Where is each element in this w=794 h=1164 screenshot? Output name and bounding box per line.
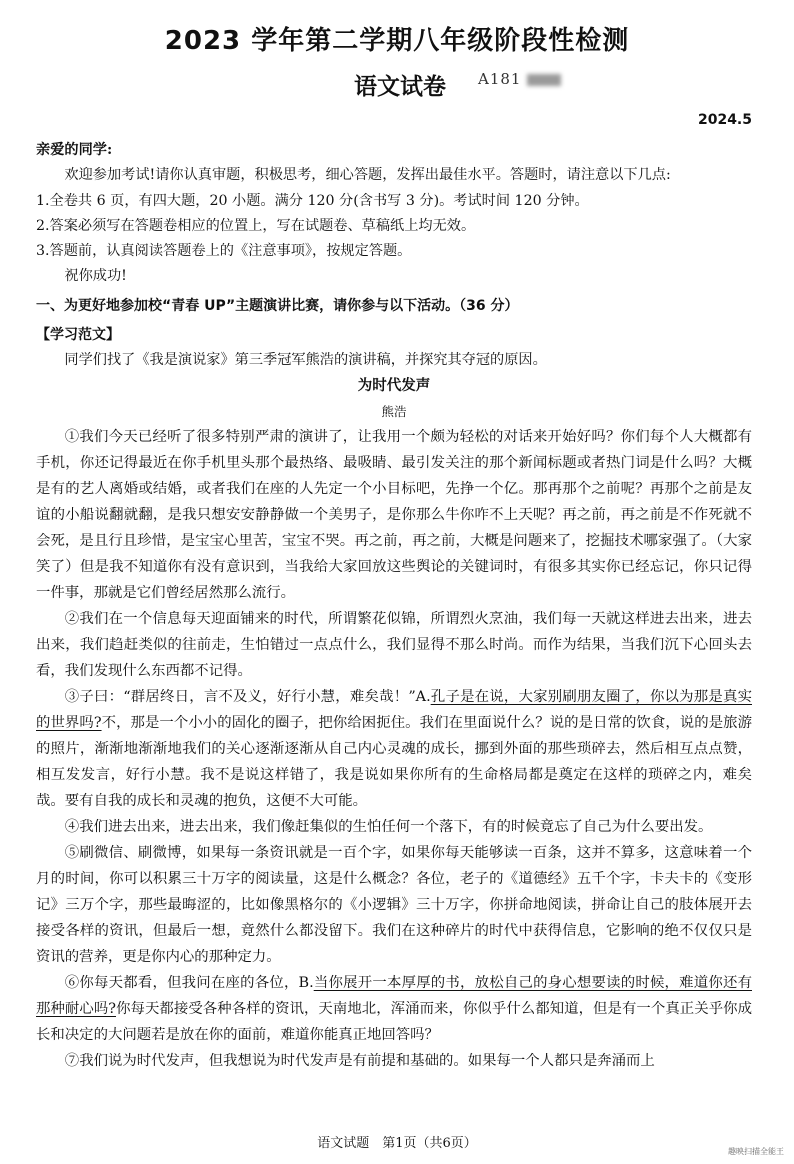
instruction-item-3: 3.答题前，认真阅读答题卷上的《注意事项》，按规定答题。 <box>36 243 412 260</box>
page-footer: 语文试题 第1页（共6页） <box>317 1136 477 1151</box>
handwritten-mark: A181 <box>478 70 561 88</box>
essay-paragraph-7: ⑦我们说为时代发声，但我想说为时代发声是有前提和基础的。如果每一个人都只是奔涌而上 <box>64 1053 655 1070</box>
essay-paragraph-1: ①我们今天已经听了很多特别严肃的演讲了，让我用一个颇为轻松的对话来开始好吗？你们每个人大概都有手机，你还记得最近在你手机里头那个最热络、最吸睛、最引发关注的那个新闻标题或者热门词是什么吗？大概是有的艺人离婚或结婚，或者我们在座的人先定一个小目标吧，先挣一个亿。那再那个之前呢？再那个之前是友谊的小船说翻就翻，是我只想安安静静做一个美男子，是你那么牛你咋不上天呢？再之前，再之前是不作死就不会死，是且行且珍惜，是宝宝心里苦，宝宝不哭。再之前，再之前，大概是问题来了，挖掘技术哪家强了。（大家笑了）但是我不知道你有没有意识到，当我给大家回放这些舆论的关键词时，有很多其实你已经忘记，你只记得一件事，那就是它们曾经居然那么流行。 <box>36 429 752 602</box>
page-body <box>36 138 752 1074</box>
scanner-logo: 趣映扫描全能王 <box>728 1147 784 1156</box>
underlined-sentence-a: 孔子是在说，大家别刷朋友圈了，你以为那是真实的世界吗? <box>36 689 752 732</box>
greeting: 亲爱的同学: <box>36 142 113 158</box>
smudge-mark <box>527 74 561 86</box>
section-heading: 一、为更好地参加校“青春 UP”主题演讲比赛，请你参与以下活动。（36 分） <box>36 297 519 314</box>
instruction-item-1: 1.全卷共 6 页，有四大题，20 小题。满分 120 分(含书写 3 分)。考试时间 120 分钟。 <box>36 192 589 209</box>
exam-subtitle: 语文试卷 <box>354 74 446 100</box>
essay-paragraph-5: ⑤刷微信、刷微博，如果每一条资讯就是一百个字，如果你每天能够读一百条，这并不算多，这意味着一个月的时间，你可以积累三十万字的阅读量，这是什么概念？各位，老子的《道德经》五千个字，卡夫卡的《变形记》三万个字，那些最晦涩的，比如像黑格尔的《小逻辑》三十万字，你拼命地阅读，拼命让自己的肢体展开去接受各样的资讯，但最后一想，竟然什么都没留下。我们在这种碎片的时代中获得信息，它影响的绝不仅仅只是资讯的营养，更是你内心的那种定力。 <box>36 845 752 966</box>
exam-date: 2024.5 <box>697 112 752 128</box>
section-intro: 同学们找了《我是演说家》第三季冠军熊浩的演讲稿，并探究其夺冠的原因。 <box>64 352 547 369</box>
essay-paragraph-3: ③子曰：“群居终日，言不及义，好行小慧，难矣哉！”A.孔子是在说，大家别刷朋友圈了，你以为那是真实的世界吗?不，那是一个小小的固化的圈子，把你给困扼住。我们在里面说什么？说的是日常的饮食，说的是旅游的照片，渐渐地渐渐地我们的关心逐渐逐渐从自己内心灵魂的成长，挪到外面的那些琐碎去，然后相互点点赞，相互发发言，好行小慧。我不是说这样错了，我是说如果你所有的生命格局都是奠定在这样的琐碎之内，难矣哉。要有自我的成长和灵魂的抱负，这便不大可能。 <box>36 689 752 810</box>
underlined-sentence-b: 当你展开一本厚厚的书，放松自己的身心想要读的时候，难道你还有那种耐心吗? <box>36 975 752 1018</box>
essay-body <box>36 424 752 1074</box>
essay-author: 熊浩 <box>381 403 407 419</box>
essay-title: 为时代发声 <box>357 377 431 394</box>
welcome-text: 欢迎参加考试!请你认真审题，积极思考，细心答题，发挥出最佳水平。答题时，请注意以下几点: <box>64 167 671 184</box>
exam-title: 2023 学年第二学期八年级阶段性检测 <box>164 26 630 56</box>
essay-paragraph-2: ②我们在一个信息每天迎面铺来的时代，所谓繁花似锦，所谓烈火烹油，我们每一天就这样进去出来，进去出来，我们趋赶类似的往前走，生怕错过一点点什么，我们显得不那么时尚。而作为结果，当我们沉下心回头去看，我们发现什么东西都不记得。 <box>36 611 752 680</box>
sub-heading: 【学习范文】 <box>36 327 120 344</box>
wish-text: 祝你成功! <box>64 268 127 285</box>
instruction-item-2: 2.答案必须写在答题卷相应的位置上，写在试题卷、草稿纸上均无效。 <box>36 217 476 234</box>
essay-paragraph-6: ⑥你每天都看，但我问在座的各位，B.当你展开一本厚厚的书，放松自己的身心想要读的时候，难道你还有那种耐心吗?你每天都接受各种各样的资讯，天南地北，浑涌而来，你似乎什么都知道，但是有一个真正关乎你成长和决定的大问题若是放在你的面前，难道你能真正地回答吗？ <box>36 975 752 1044</box>
essay-paragraph-4: ④我们进去出来，进去出来，我们像赶集似的生怕任何一个落下，有的时候竟忘了自己为什么要出发。 <box>64 819 713 836</box>
